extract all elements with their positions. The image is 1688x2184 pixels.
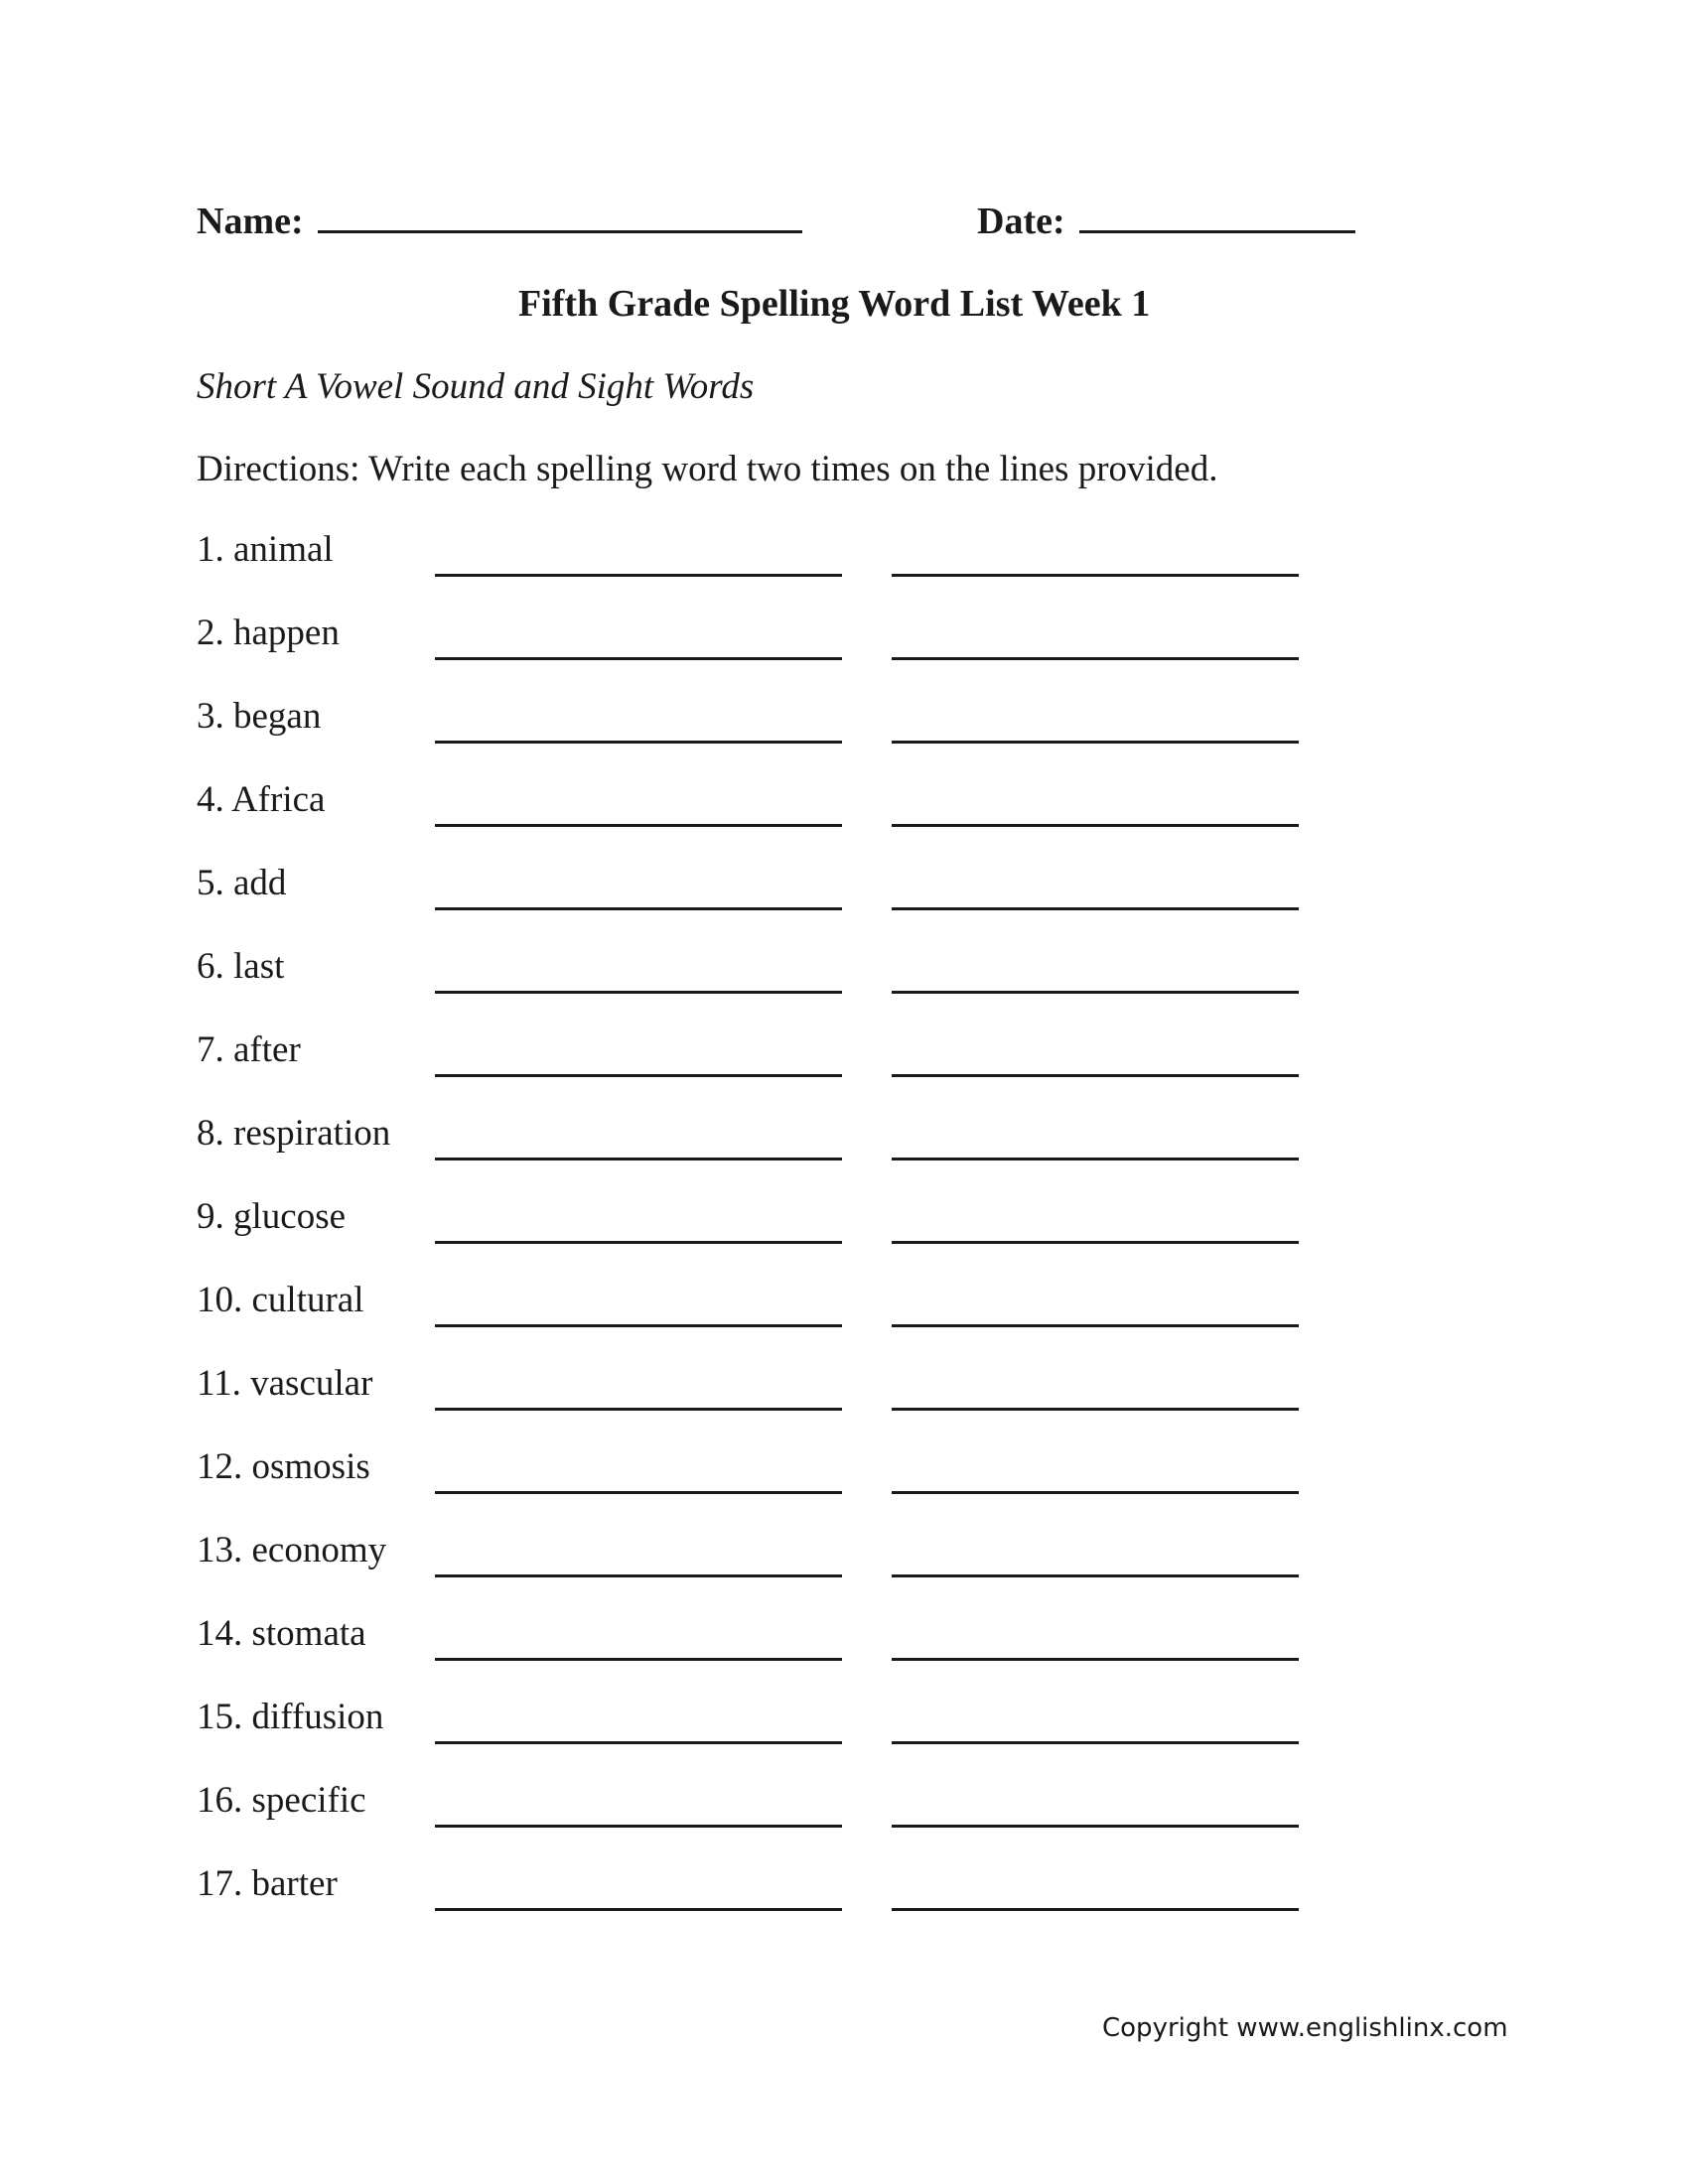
- word-row: [197, 1279, 1388, 1362]
- write-line-1[interactable]: [435, 657, 842, 660]
- word-label: 17. barter: [197, 1863, 338, 1904]
- word-row: [197, 1195, 1388, 1279]
- write-line-2[interactable]: [892, 1825, 1299, 1828]
- word-label: 2. happen: [197, 613, 340, 653]
- write-line-1[interactable]: [435, 1658, 842, 1661]
- write-line-1[interactable]: [435, 1825, 842, 1828]
- write-line-2[interactable]: [892, 1241, 1299, 1244]
- write-line-1[interactable]: [435, 1908, 842, 1911]
- word-label: 9. glucose: [197, 1196, 347, 1237]
- write-line-1[interactable]: [435, 1574, 842, 1577]
- word-label: 8. respiration: [197, 1113, 391, 1154]
- word-row: [197, 1529, 1388, 1612]
- write-line-2[interactable]: [892, 1158, 1299, 1160]
- write-line-1[interactable]: [435, 824, 842, 827]
- word-label: 12. osmosis: [197, 1446, 370, 1487]
- word-row: [197, 862, 1388, 945]
- word-row: [197, 1696, 1388, 1779]
- write-line-2[interactable]: [892, 657, 1299, 660]
- write-line-1[interactable]: [435, 907, 842, 910]
- name-label: Name:: [197, 201, 304, 242]
- write-line-2[interactable]: [892, 574, 1299, 577]
- word-row: [197, 528, 1388, 612]
- word-row: [197, 945, 1388, 1028]
- name-field-group: [197, 195, 802, 243]
- word-row: [197, 1612, 1388, 1696]
- write-line-1[interactable]: [435, 1074, 842, 1077]
- date-label: Date:: [977, 201, 1065, 242]
- write-line-1[interactable]: [435, 574, 842, 577]
- write-line-1[interactable]: [435, 1158, 842, 1160]
- write-line-2[interactable]: [892, 741, 1299, 744]
- write-line-1[interactable]: [435, 1491, 842, 1494]
- word-label: 15. diffusion: [197, 1697, 384, 1737]
- word-list: [197, 528, 1388, 1946]
- write-line-1[interactable]: [435, 1408, 842, 1411]
- write-line-2[interactable]: [892, 1408, 1299, 1411]
- write-line-2[interactable]: [892, 824, 1299, 827]
- word-label: 4. Africa: [197, 779, 326, 820]
- word-row: [197, 1362, 1388, 1445]
- directions-text: Directions: Write each spelling word two times on the lines provided.: [197, 449, 1218, 489]
- word-row: [197, 1779, 1388, 1862]
- word-label: 5. add: [197, 863, 287, 903]
- word-row: [197, 1445, 1388, 1529]
- worksheet-subtitle: Short A Vowel Sound and Sight Words: [197, 366, 755, 407]
- word-label: 16. specific: [197, 1780, 366, 1821]
- write-line-2[interactable]: [892, 1324, 1299, 1327]
- name-blank-line[interactable]: [318, 195, 802, 233]
- date-field-group: [977, 195, 1355, 243]
- word-row: [197, 612, 1388, 695]
- word-label: 10. cultural: [197, 1280, 364, 1320]
- write-line-2[interactable]: [892, 1574, 1299, 1577]
- word-row: [197, 695, 1388, 778]
- write-line-1[interactable]: [435, 741, 842, 744]
- write-line-1[interactable]: [435, 1241, 842, 1244]
- word-row: [197, 778, 1388, 862]
- write-line-2[interactable]: [892, 907, 1299, 910]
- worksheet-title: Fifth Grade Spelling Word List Week 1: [518, 283, 1151, 325]
- date-blank-line[interactable]: [1079, 195, 1355, 233]
- write-line-1[interactable]: [435, 1324, 842, 1327]
- word-label: 1. animal: [197, 529, 334, 570]
- header-row: [197, 195, 1388, 254]
- word-row: [197, 1112, 1388, 1195]
- write-line-2[interactable]: [892, 1491, 1299, 1494]
- word-label: 11. vascular: [197, 1363, 373, 1404]
- write-line-1[interactable]: [435, 1741, 842, 1744]
- write-line-2[interactable]: [892, 991, 1299, 994]
- write-line-2[interactable]: [892, 1741, 1299, 1744]
- word-label: 3. began: [197, 696, 322, 737]
- write-line-2[interactable]: [892, 1074, 1299, 1077]
- write-line-2[interactable]: [892, 1658, 1299, 1661]
- word-row: [197, 1028, 1388, 1112]
- write-line-1[interactable]: [435, 991, 842, 994]
- write-line-2[interactable]: [892, 1908, 1299, 1911]
- word-label: 13. economy: [197, 1530, 387, 1570]
- word-label: 14. stomata: [197, 1613, 366, 1654]
- word-label: 6. last: [197, 946, 285, 987]
- copyright-footer: Copyright www.englishlinx.com: [1102, 2013, 1508, 2043]
- word-label: 7. after: [197, 1029, 301, 1070]
- word-row: [197, 1862, 1388, 1946]
